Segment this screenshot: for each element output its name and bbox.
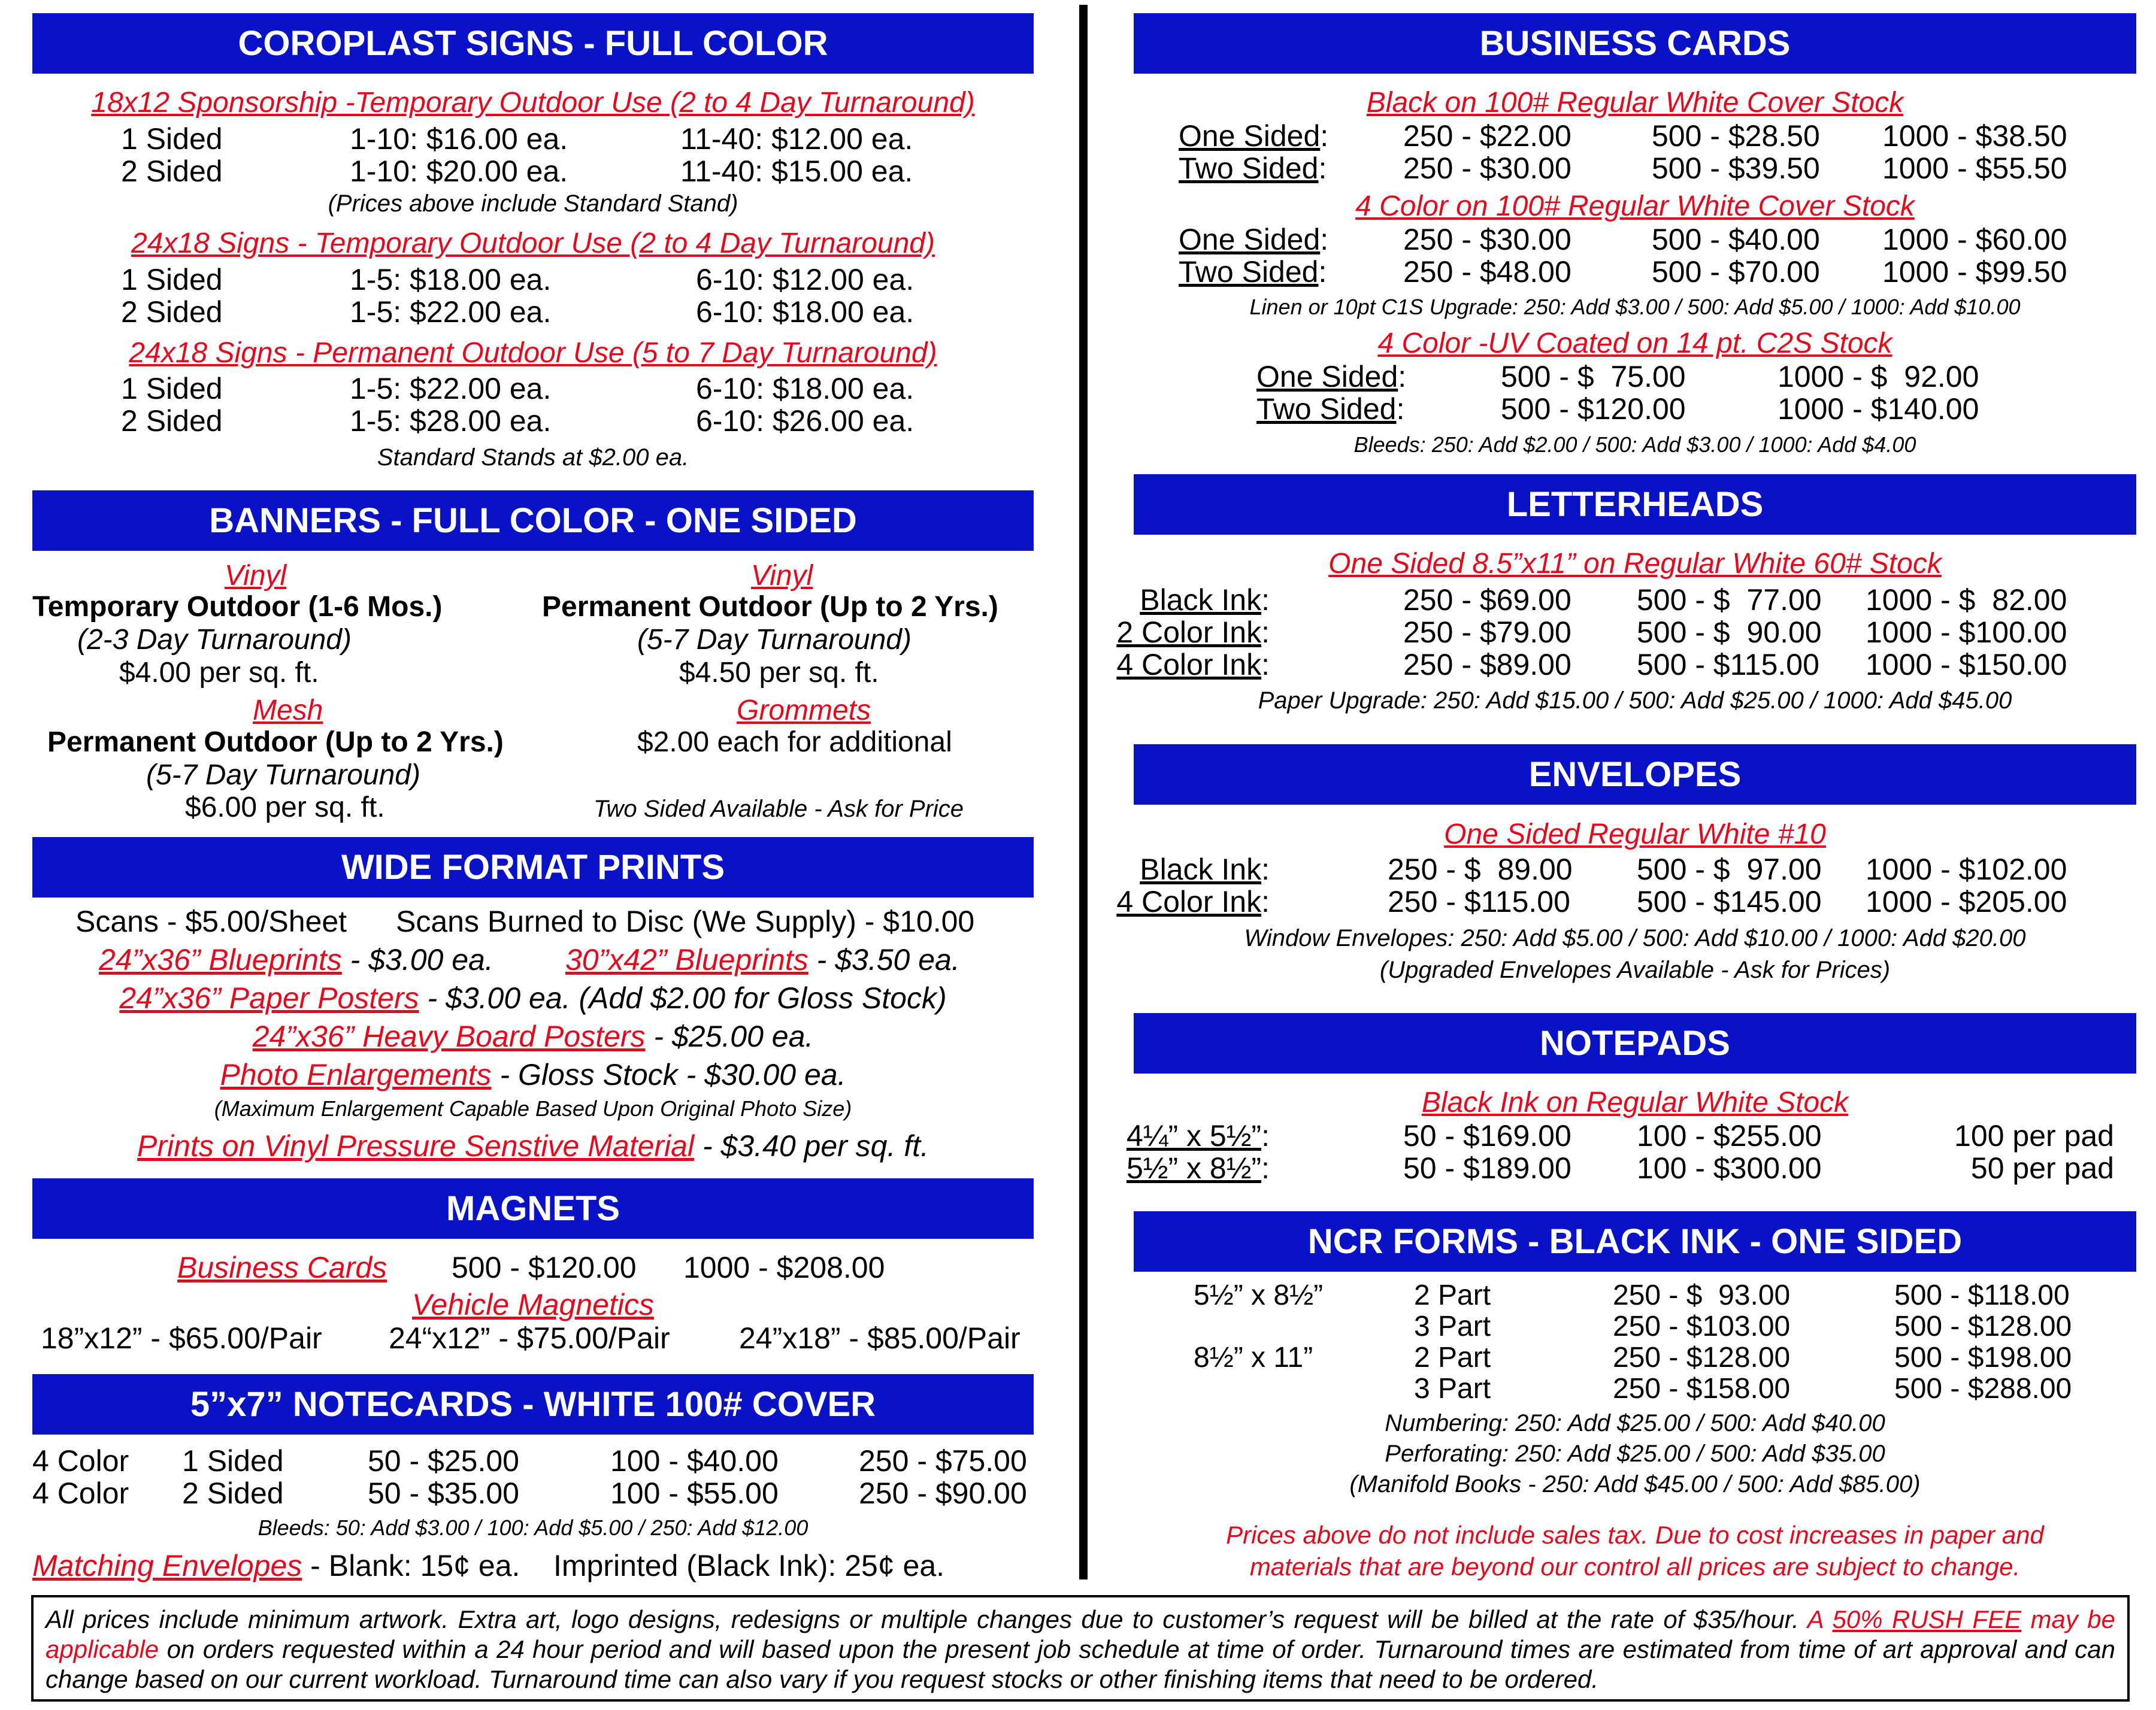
letterheads-upgrade-note: Paper Upgrade: 250: Add $15.00 / 500: Add $25.00 / 1000: Add $45.00 xyxy=(1258,687,2012,714)
paper-posters-link[interactable]: 24”x36” Paper Posters xyxy=(119,981,419,1015)
price-row: Two Sided: 250 - $30.00 500 - $39.50 1000 - $55.50 xyxy=(1179,151,2067,185)
price-row: 2 Color Ink: 250 - $79.00 500 - $ 90.00 1000 - $100.00 xyxy=(1116,616,2067,649)
magnets-header xyxy=(32,1178,1034,1239)
letterheads-sub[interactable]: One Sided 8.5”x11” on Regular White 60# Stock xyxy=(1328,548,1942,580)
paper-posters xyxy=(32,983,1034,1013)
price-row: 4 Color Ink: 250 - $89.00 500 - $115.00 1000 - $150.00 xyxy=(1116,648,2067,681)
price-row: 2 Sided 1-5: $28.00 ea. 6-10: $26.00 ea. xyxy=(121,404,915,438)
banner-mesh-label[interactable]: Mesh xyxy=(253,695,323,726)
price-row: One Sided: 250 - $30.00 500 - $40.00 1000 - $60.00 xyxy=(1179,223,2067,256)
numbering-note: Numbering: 250: Add $25.00 / 500: Add $40.00 xyxy=(1385,1410,1885,1436)
coroplast-sub2[interactable]: 24x18 Signs - Temporary Outdoor Use (2 to 4 Day Turnaround) xyxy=(131,228,935,259)
price-row: Black Ink: 250 - $ 89.00 500 - $ 97.00 1000 - $102.00 xyxy=(1140,853,2067,886)
coroplast-stands-note: Standard Stands at $2.00 ea. xyxy=(377,444,689,471)
paper-posters-price: - $3.00 ea. (Add $2.00 for Gloss Stock) xyxy=(419,981,947,1015)
coroplast-sub1[interactable]: 18x12 Sponsorship -Temporary Outdoor Use (2 to 4 Day Turnaround) xyxy=(91,87,975,119)
banner-vinyl-temp-turnaround: (2-3 Day Turnaround) xyxy=(77,624,352,656)
price-row: 4 Color 2 Sided 50 - $35.00 100 - $55.00 250 - $90.00 xyxy=(32,1476,1027,1510)
footer-terms xyxy=(31,1595,2130,1702)
vinyl-prints-link[interactable]: Prints on Vinyl Pressure Senstive Material xyxy=(137,1129,695,1163)
notecards-title: 5”x7” NOTECARDS - WHITE 100# COVER xyxy=(190,1385,876,1424)
matching-envelopes xyxy=(32,1551,944,1581)
footer-text-red: A xyxy=(1807,1605,1833,1633)
vehicle-magnetics-link[interactable]: Vehicle Magnetics xyxy=(412,1288,654,1321)
vinyl-prints xyxy=(32,1131,1034,1161)
price-row: 1 Sided 1-5: $18.00 ea. 6-10: $12.00 ea. xyxy=(121,263,915,296)
magnets-title: MAGNETS xyxy=(446,1189,620,1228)
banners-header xyxy=(32,490,1034,551)
price-row: Black Ink: 250 - $69.00 500 - $ 77.00 1000 - $ 82.00 xyxy=(1140,583,2067,617)
banner-vinyl-perm-turnaround: (5-7 Day Turnaround) xyxy=(637,624,912,656)
vehicle-magnet-price: 18”x12” - $65.00/Pair xyxy=(41,1321,322,1355)
price-row: 5½” x 8½” 2 Part 250 - $ 93.00 500 - $118.00 xyxy=(1194,1280,2070,1311)
banner-vinyl-perm-price: $4.50 per sq. ft. xyxy=(679,657,879,689)
perforating-note: Perforating: 250: Add $25.00 / 500: Add $35.00 xyxy=(1385,1441,1885,1467)
banner-vinyl-temp-title: Temporary Outdoor (1-6 Mos.) xyxy=(32,591,443,623)
coroplast-stand-note: (Prices above include Standard Stand) xyxy=(328,190,738,217)
wide-title: WIDE FORMAT PRINTS xyxy=(341,848,725,887)
footer-text: on orders requested within a 24 hour period and will based upon the present job schedule at time of order. Turnaround times are estimated from time of art approval and can change based on our current workload. Turnaround time can also vary if you request stocks or other finishing items that need to be ordered. xyxy=(46,1635,2115,1693)
banners-title: BANNERS - FULL COLOR - ONE SIDED xyxy=(209,501,857,540)
banner-mesh-title: Permanent Outdoor (Up to 2 Yrs.) xyxy=(47,726,504,758)
coroplast-title: COROPLAST SIGNS - FULL COLOR xyxy=(238,24,828,63)
footer-text: All prices include minimum artwork. Extra art, logo designs, redesigns or multiple changes due to customer’s request will be billed at the rate of $35/hour. xyxy=(46,1605,1807,1633)
envelopes-sub[interactable]: One Sided Regular White #10 xyxy=(1444,818,1826,850)
footer-text-red: may be applicable xyxy=(46,1605,2115,1663)
ncr-header xyxy=(1134,1211,2136,1272)
notecards-header xyxy=(32,1374,1034,1435)
manifold-books-note: (Manifold Books - 250: Add $45.00 / 500: Add $85.00) xyxy=(1349,1471,1921,1497)
heavy-board-price: - $25.00 ea. xyxy=(645,1020,814,1053)
heavy-board-link[interactable]: 24”x36” Heavy Board Posters xyxy=(252,1020,646,1053)
banner-vinyl-temp-price: $4.00 per sq. ft. xyxy=(119,657,319,689)
column-divider xyxy=(1079,5,1088,1579)
vinyl-prints-price: - $3.40 per sq. ft. xyxy=(694,1129,929,1163)
upgraded-envelopes-note: (Upgraded Envelopes Available - Ask for Prices) xyxy=(1379,957,1891,983)
price-row: 2 Sided 1-10: $20.00 ea. 11-40: $15.00 ea. xyxy=(121,154,913,188)
envelopes-header xyxy=(1134,744,2136,805)
bc-sub1[interactable]: Black on 100# Regular White Cover Stock xyxy=(1366,87,1904,119)
price-row: Two Sided: 500 - $120.00 1000 - $140.00 xyxy=(1256,392,1979,426)
price-row: 4 Color 1 Sided 50 - $25.00 100 - $40.00 250 - $75.00 xyxy=(32,1444,1027,1478)
envelopes-title: ENVELOPES xyxy=(1528,755,1742,794)
banner-vinyl-temp-label[interactable]: Vinyl xyxy=(225,560,287,592)
banner-grommets-label[interactable]: Grommets xyxy=(737,695,871,726)
price-row: 1 Sided 1-5: $22.00 ea. 6-10: $18.00 ea. xyxy=(121,372,915,405)
blueprint-24x36-price: - $3.00 ea. xyxy=(341,943,493,977)
notepads-header xyxy=(1134,1013,2136,1074)
vehicle-magnet-price: 24”x18” - $85.00/Pair xyxy=(739,1321,1021,1355)
notecards-bleeds-note: Bleeds: 50: Add $3.00 / 100: Add $5.00 / 250: Add $12.00 xyxy=(258,1515,808,1540)
price-row: 1 Sided 1-10: $16.00 ea. 11-40: $12.00 ea. xyxy=(121,122,913,156)
banner-mesh-price: $6.00 per sq. ft. xyxy=(185,792,385,823)
window-envelopes-note: Window Envelopes: 250: Add $5.00 / 500: Add $10.00 / 1000: Add $20.00 xyxy=(1244,925,2026,951)
business-cards-header xyxy=(1134,13,2136,74)
price-row: 3 Part 250 - $158.00 500 - $288.00 xyxy=(1414,1373,2072,1405)
ncr-title: NCR FORMS - BLACK INK - ONE SIDED xyxy=(1307,1222,1963,1261)
rush-fee-link[interactable]: 50% RUSH FEE xyxy=(1832,1605,2022,1633)
price-row: 3 Part 250 - $103.00 500 - $128.00 xyxy=(1414,1311,2072,1342)
coroplast-sub3[interactable]: 24x18 Signs - Permanent Outdoor Use (5 to 7 Day Turnaround) xyxy=(129,337,937,369)
bc-upgrade-note: Linen or 10pt C1S Upgrade: 250: Add $3.00 / 500: Add $5.00 / 1000: Add $10.00 xyxy=(1249,295,2021,319)
blueprint-30x42-price: - $3.50 ea. xyxy=(808,943,960,977)
heavy-board-posters xyxy=(32,1021,1034,1051)
price-row: 4 Color Ink: 250 - $115.00 500 - $145.00 1000 - $205.00 xyxy=(1116,885,2067,918)
banner-vinyl-perm-title: Permanent Outdoor (Up to 2 Yrs.) xyxy=(542,591,998,623)
vehicle-magnet-price: 24“x12” - $75.00/Pair xyxy=(389,1321,670,1355)
price-row: One Sided: 250 - $22.00 500 - $28.50 1000 - $38.50 xyxy=(1179,119,2067,153)
blueprint-30x42 xyxy=(565,945,960,975)
price-row: 5½” x 8½”: 50 - $189.00 100 - $300.00 50 per pad xyxy=(1126,1151,2114,1185)
matching-envelopes-price: - Blank: 15¢ ea. Imprinted (Black Ink): 25¢ ea. xyxy=(302,1549,945,1582)
price-row: 4¼” x 5½”: 50 - $169.00 100 - $255.00 100 per pad xyxy=(1126,1119,2114,1153)
notepads-sub[interactable]: Black Ink on Regular White Stock xyxy=(1421,1087,1849,1118)
banner-vinyl-perm-label[interactable]: Vinyl xyxy=(751,560,813,592)
bc-sub2[interactable]: 4 Color on 100# Regular White Cover Stock xyxy=(1355,190,1915,222)
bc-sub3[interactable]: 4 Color -UV Coated on 14 pt. C2S Stock xyxy=(1377,328,1892,359)
price-row: One Sided: 500 - $ 75.00 1000 - $ 92.00 xyxy=(1256,360,1979,393)
blueprint-30x42-link[interactable]: 30”x42” Blueprints xyxy=(565,943,808,977)
banner-two-sided-note: Two Sided Available - Ask for Price xyxy=(593,796,964,822)
photo-enlargements xyxy=(32,1060,1034,1090)
photo-note: (Maximum Enlargement Capable Based Upon Original Photo Size) xyxy=(214,1096,852,1121)
coroplast-header xyxy=(32,13,1034,74)
photo-enlargements-link[interactable]: Photo Enlargements xyxy=(220,1058,492,1092)
scans-disc-price: Scans Burned to Disc (We Supply) - $10.00 xyxy=(396,905,975,938)
price-row: 2 Sided 1-5: $22.00 ea. 6-10: $18.00 ea. xyxy=(121,295,915,329)
bc-bleeds-note: Bleeds: 250: Add $2.00 / 500: Add $3.00 / 1000: Add $4.00 xyxy=(1353,432,1916,457)
matching-envelopes-link[interactable]: Matching Envelopes xyxy=(32,1549,302,1582)
disclaimer-line1: Prices above do not include sales tax. Due to cost increases in paper and xyxy=(1226,1521,2044,1549)
letterheads-title: LETTERHEADS xyxy=(1506,485,1764,524)
wide-header xyxy=(32,837,1034,898)
disclaimer-line2: materials that are beyond our control all prices are subject to change. xyxy=(1249,1553,2021,1581)
business-cards-title: BUSINESS CARDS xyxy=(1479,24,1791,63)
banner-grommets-text: $2.00 each for additional xyxy=(637,726,952,758)
price-row: 8½” x 11” 2 Part 250 - $128.00 500 - $198.00 xyxy=(1194,1342,2072,1374)
banner-mesh-turnaround: (5-7 Day Turnaround) xyxy=(146,759,420,791)
magnet-bc-1000: 1000 - $208.00 xyxy=(683,1251,885,1284)
magnet-business-cards-link[interactable]: Business Cards xyxy=(177,1251,387,1284)
magnet-bc-500: 500 - $120.00 xyxy=(452,1251,637,1284)
letterheads-header xyxy=(1134,474,2136,535)
blueprint-24x36 xyxy=(99,945,493,975)
photo-enlargements-price: - Gloss Stock - $30.00 ea. xyxy=(491,1058,846,1092)
scans-price: Scans - $5.00/Sheet xyxy=(75,905,347,938)
notepads-title: NOTEPADS xyxy=(1540,1024,1730,1063)
price-row: Two Sided: 250 - $48.00 500 - $70.00 1000 - $99.50 xyxy=(1179,255,2067,289)
blueprint-24x36-link[interactable]: 24”x36” Blueprints xyxy=(99,943,342,977)
